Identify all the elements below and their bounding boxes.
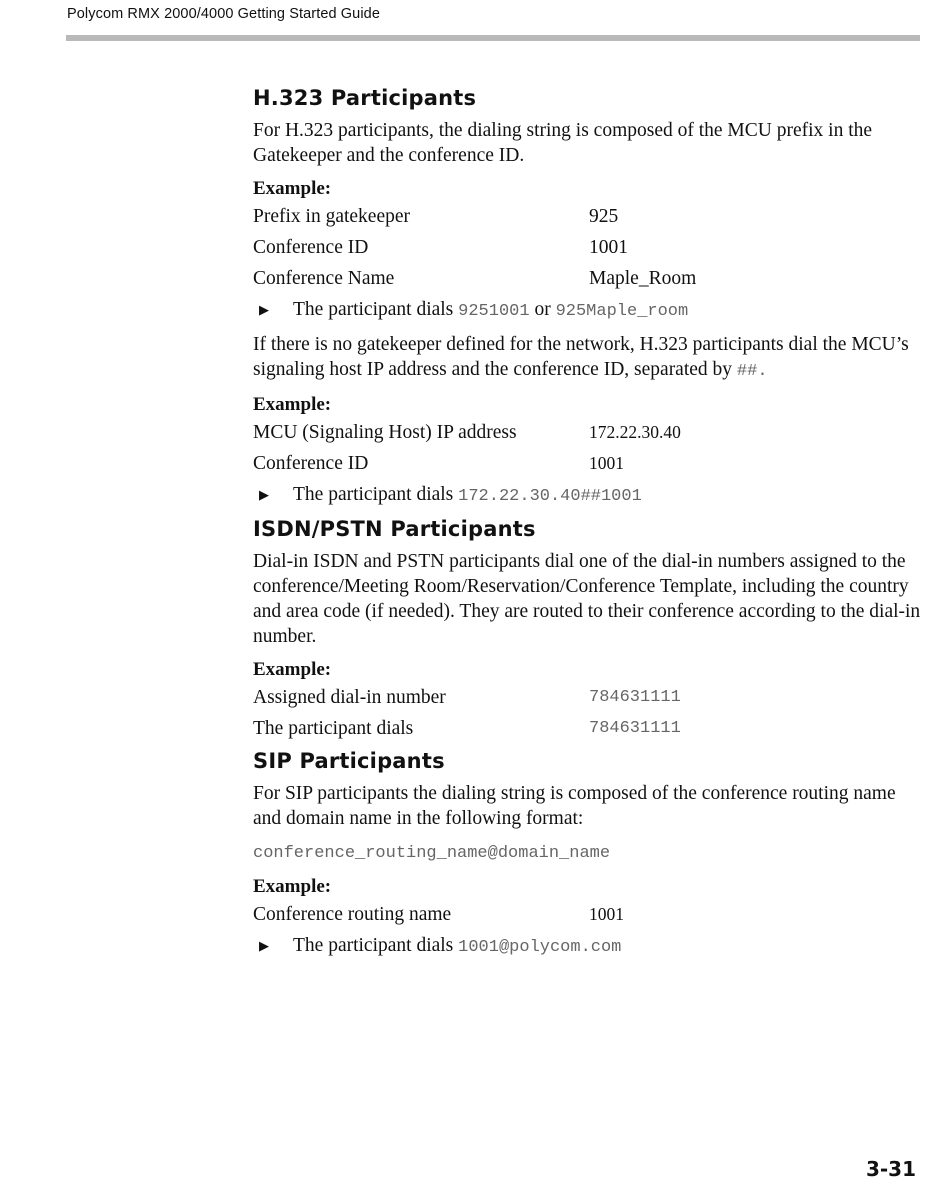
dial-string-code: 172.22.30.40##1001 [458, 487, 642, 506]
example-row [253, 235, 923, 260]
example-row [253, 902, 923, 927]
example-label: Example: [253, 876, 332, 897]
bullet-or: or [534, 299, 551, 320]
example-row-label: MCU (Signaling Host) IP address [253, 422, 517, 443]
isdn-section [253, 517, 923, 741]
example-row-label: Conference routing name [253, 904, 452, 925]
example-row-value: 925 [589, 206, 619, 227]
dial-string-code: 1001@polycom.com [458, 938, 622, 957]
bullet-arrow-icon: ▶ [259, 938, 269, 953]
bullet-lead: The participant dials [293, 299, 454, 320]
example-row [253, 266, 923, 291]
example-row-label: Conference ID [253, 453, 369, 474]
separator-code: ##. [736, 362, 768, 381]
example-row-value: 1001 [589, 237, 628, 258]
example-label: Example: [253, 178, 332, 199]
bullet-text [293, 297, 688, 324]
example-row [253, 716, 923, 741]
page-content [253, 86, 923, 968]
header-rule [66, 35, 920, 41]
page-number: 3-31 [865, 1157, 916, 1181]
sip-section [253, 749, 923, 960]
bullet-item [253, 933, 923, 960]
sip-format-line [253, 839, 923, 866]
example-row [253, 685, 923, 710]
example-row-label: Assigned dial-in number [253, 687, 446, 708]
example-row-value: 784631111 [589, 719, 681, 738]
isdn-heading: ISDN/PSTN Participants [253, 517, 536, 541]
example-row-value: 172.22.30.40 [589, 422, 681, 442]
dial-string-code: 925Maple_room [555, 302, 689, 321]
sip-heading: SIP Participants [253, 749, 445, 773]
dial-string-code: 9251001 [458, 302, 530, 321]
example-label: Example: [253, 394, 332, 415]
sip-format-code: conference_routing_name@domain_name [253, 844, 611, 863]
bullet-arrow-icon: ▶ [259, 487, 269, 502]
example-row-label: The participant dials [253, 718, 414, 739]
h323-section [253, 86, 923, 509]
bullet-arrow-icon: ▶ [259, 302, 269, 317]
h323-heading: H.323 Participants [253, 86, 477, 110]
h323-intro: For H.323 participants, the dialing string is composed of the MCU prefix in the Gatekeeper and the conference ID. [253, 120, 873, 166]
example-row-value: Maple_Room [589, 268, 697, 289]
no-gatekeeper-text: If there is no gatekeeper defined for the network, H.323 participants dial the MCU’s signaling host IP address and the conference ID, separated by [253, 334, 909, 380]
running-header: Polycom RMX 2000/4000 Getting Started Guide [67, 6, 380, 22]
example-row-label: Prefix in gatekeeper [253, 206, 411, 227]
example-row-label: Conference ID [253, 237, 369, 258]
bullet-text [293, 933, 621, 960]
example-row-value: 1001 [589, 904, 624, 924]
example-row [253, 420, 923, 445]
bullet-text [293, 482, 642, 509]
sip-intro: For SIP participants the dialing string is composed of the conference routing name and domain name in the following format: [253, 783, 896, 829]
bullet-lead: The participant dials [293, 484, 454, 505]
example-label: Example: [253, 659, 332, 680]
bullet-item [253, 482, 923, 509]
isdn-intro: Dial-in ISDN and PSTN participants dial one of the dial-in numbers assigned to the conference/Meeting Room/Reservation/Conference Template, including the country and area code (if needed). They are routed to their conference according to the dial-in number. [253, 551, 921, 647]
bullet-item [253, 297, 923, 324]
bullet-lead: The participant dials [293, 935, 454, 956]
example-row-label: Conference Name [253, 268, 395, 289]
example-row [253, 204, 923, 229]
example-row-value: 784631111 [589, 688, 681, 707]
example-row-value: 1001 [589, 453, 624, 473]
example-row [253, 451, 923, 476]
no-gatekeeper-paragraph [253, 332, 923, 384]
